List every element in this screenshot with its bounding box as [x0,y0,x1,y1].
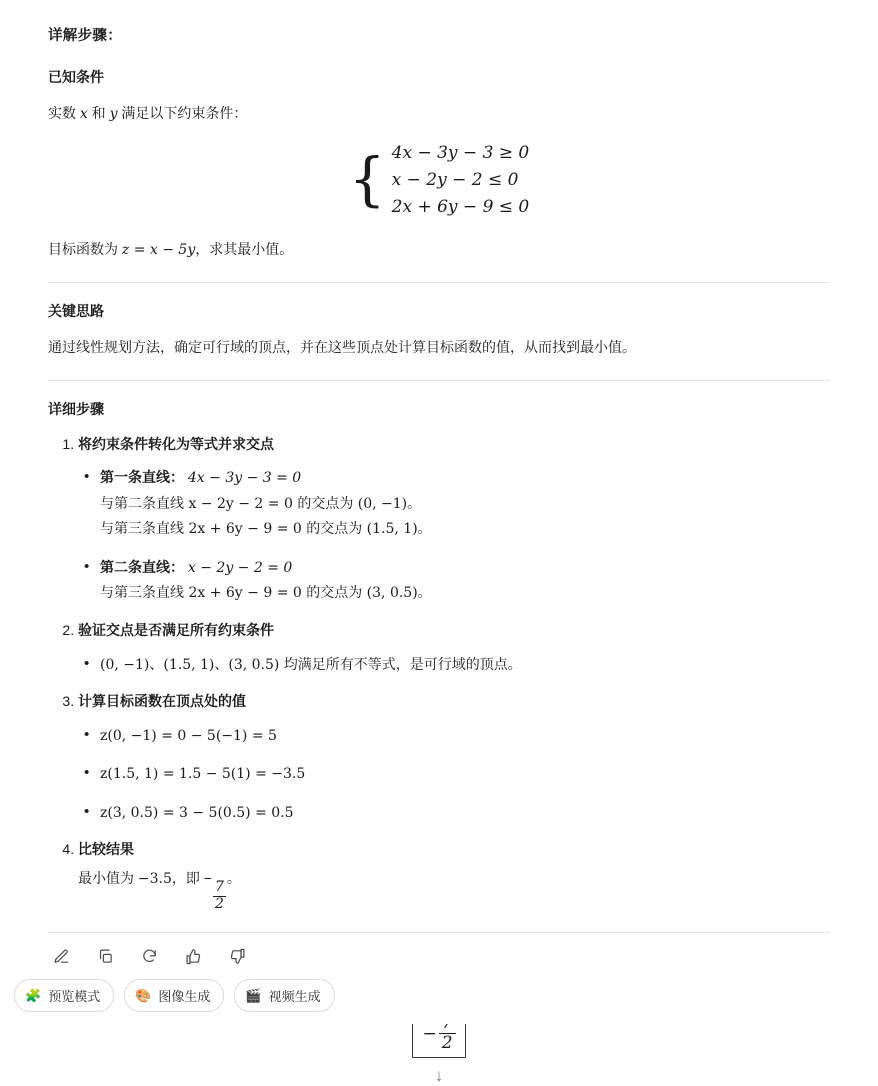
constraint-1: 4x − 3y − 3 ≥ 0 [391,142,530,163]
conclusion-mid: ，即 − [171,870,212,887]
objective-value-1: z(0, −1) = 0 − 5(−1) = 5 [100,727,277,744]
variable-x: x [79,106,88,122]
step-4-title: 比较结果 [78,841,134,858]
objective-value-2: z(1.5, 1) = 1.5 − 5(1) = −3.5 [100,766,306,783]
objective-prefix: 目标函数为 [48,240,122,257]
chip-preview-mode[interactable] [14,979,114,1012]
objective-function-line [48,237,830,263]
line-2-label: 第二条直线： [100,558,184,575]
line-1-equation: 4x − 3y − 3 = 0 [187,470,302,487]
page-title: 详解步骤： [48,28,122,44]
step-2-bullets [78,652,830,678]
message-action-bar [0,937,878,969]
line-1-intersection-2: 与第三条直线 2x + 6y − 9 = 0 的交点为 (1.5, 1)。 [100,521,432,538]
list-item [100,465,830,542]
step-3-title: 计算目标函数在顶点处的值 [78,693,246,710]
list-item [100,555,830,606]
scroll-down-icon[interactable]: ↓ [434,1066,444,1086]
chip-image-generation-label: 图像生成 [158,989,211,1004]
divider-3 [48,932,830,933]
conclusion-suffix: 。 [226,870,241,887]
film-icon: 🎬 [245,988,262,1003]
chip-video-generation-label: 视频生成 [268,989,321,1004]
objective-value-3: z(3, 0.5) = 3 − 5(0.5) = 0.5 [100,804,294,821]
step-3 [78,690,830,825]
edit-icon[interactable] [48,943,74,969]
step-2-title: 验证交点是否满足所有约束条件 [78,621,274,638]
objective-formula: z = x − 5y [121,241,196,258]
vertices-verification: (0, −1)、(1.5, 1)、(3, 0.5) 均满足所有不等式，是可行域的顶点。 [100,656,522,673]
divider-1 [48,282,830,283]
chip-image-generation[interactable] [124,979,224,1012]
given-intro-part1: 实数 [48,105,80,121]
chip-preview-mode-label: 预览模式 [48,989,101,1004]
chip-video-generation[interactable] [234,979,334,1012]
answer-sign: − [422,1023,437,1044]
constraint-2: x − 2y − 2 ≤ 0 [391,169,519,190]
fraction-numerator: 7 [214,878,224,895]
step-4 [78,838,830,912]
line-2-equation: x − 2y − 2 = 0 [187,559,293,576]
line-1-label: 第一条直线： [100,469,184,486]
copy-icon[interactable] [92,943,118,969]
regenerate-icon[interactable] [136,943,162,969]
section-heading-given: 已知条件 [48,69,104,85]
list-item [100,652,830,678]
constraint-system [48,143,830,217]
objective-suffix: ，求其最小值。 [195,240,294,257]
message-footer [0,937,878,1024]
list-item [100,723,830,749]
conclusion-fraction [213,880,226,912]
conclusion-prefix: 最小值为 [78,870,138,887]
puzzle-icon: 🧩 [25,988,42,1003]
step-1-title: 将约束条件转化为等式并求交点 [78,435,274,452]
given-intro-part3: 满足以下约束条件： [117,105,248,121]
answer-denominator: 2 [439,1033,456,1053]
left-brace-icon: { [348,144,386,213]
conclusion-value: −3.5 [137,871,172,888]
section-heading-detail: 详细步骤 [48,400,104,417]
palette-icon: 🎨 [135,988,152,1003]
constraint-3: 2x + 6y − 9 ≤ 0 [391,196,530,217]
fraction-denominator: 2 [214,895,224,912]
step-1-bullets [78,465,830,606]
list-item [100,800,830,826]
given-intro-part2: 和 [87,105,110,121]
variable-y: y [109,106,118,122]
section-heading-idea: 关键思路 [48,303,104,319]
steps-list [52,433,830,913]
tool-chip-row [0,969,878,1012]
step-4-conclusion [78,866,830,912]
step-3-bullets [78,723,830,826]
given-intro [48,101,830,127]
thumbs-up-icon[interactable] [180,943,206,969]
line-2-intersection-1: 与第三条直线 2x + 6y − 9 = 0 的交点为 (3, 0.5)。 [100,585,432,602]
thumbs-down-icon[interactable] [224,943,250,969]
step-2 [78,619,830,677]
idea-text: 通过线性规划方法，确定可行域的顶点，并在这些顶点处计算目标函数的值，从而找到最小值。 [48,339,636,355]
step-1 [78,433,830,606]
divider-2 [48,380,830,381]
line-1-intersection-1: 与第二条直线 x − 2y − 2 = 0 的交点为 (0, −1)。 [100,495,422,512]
list-item [100,761,830,787]
